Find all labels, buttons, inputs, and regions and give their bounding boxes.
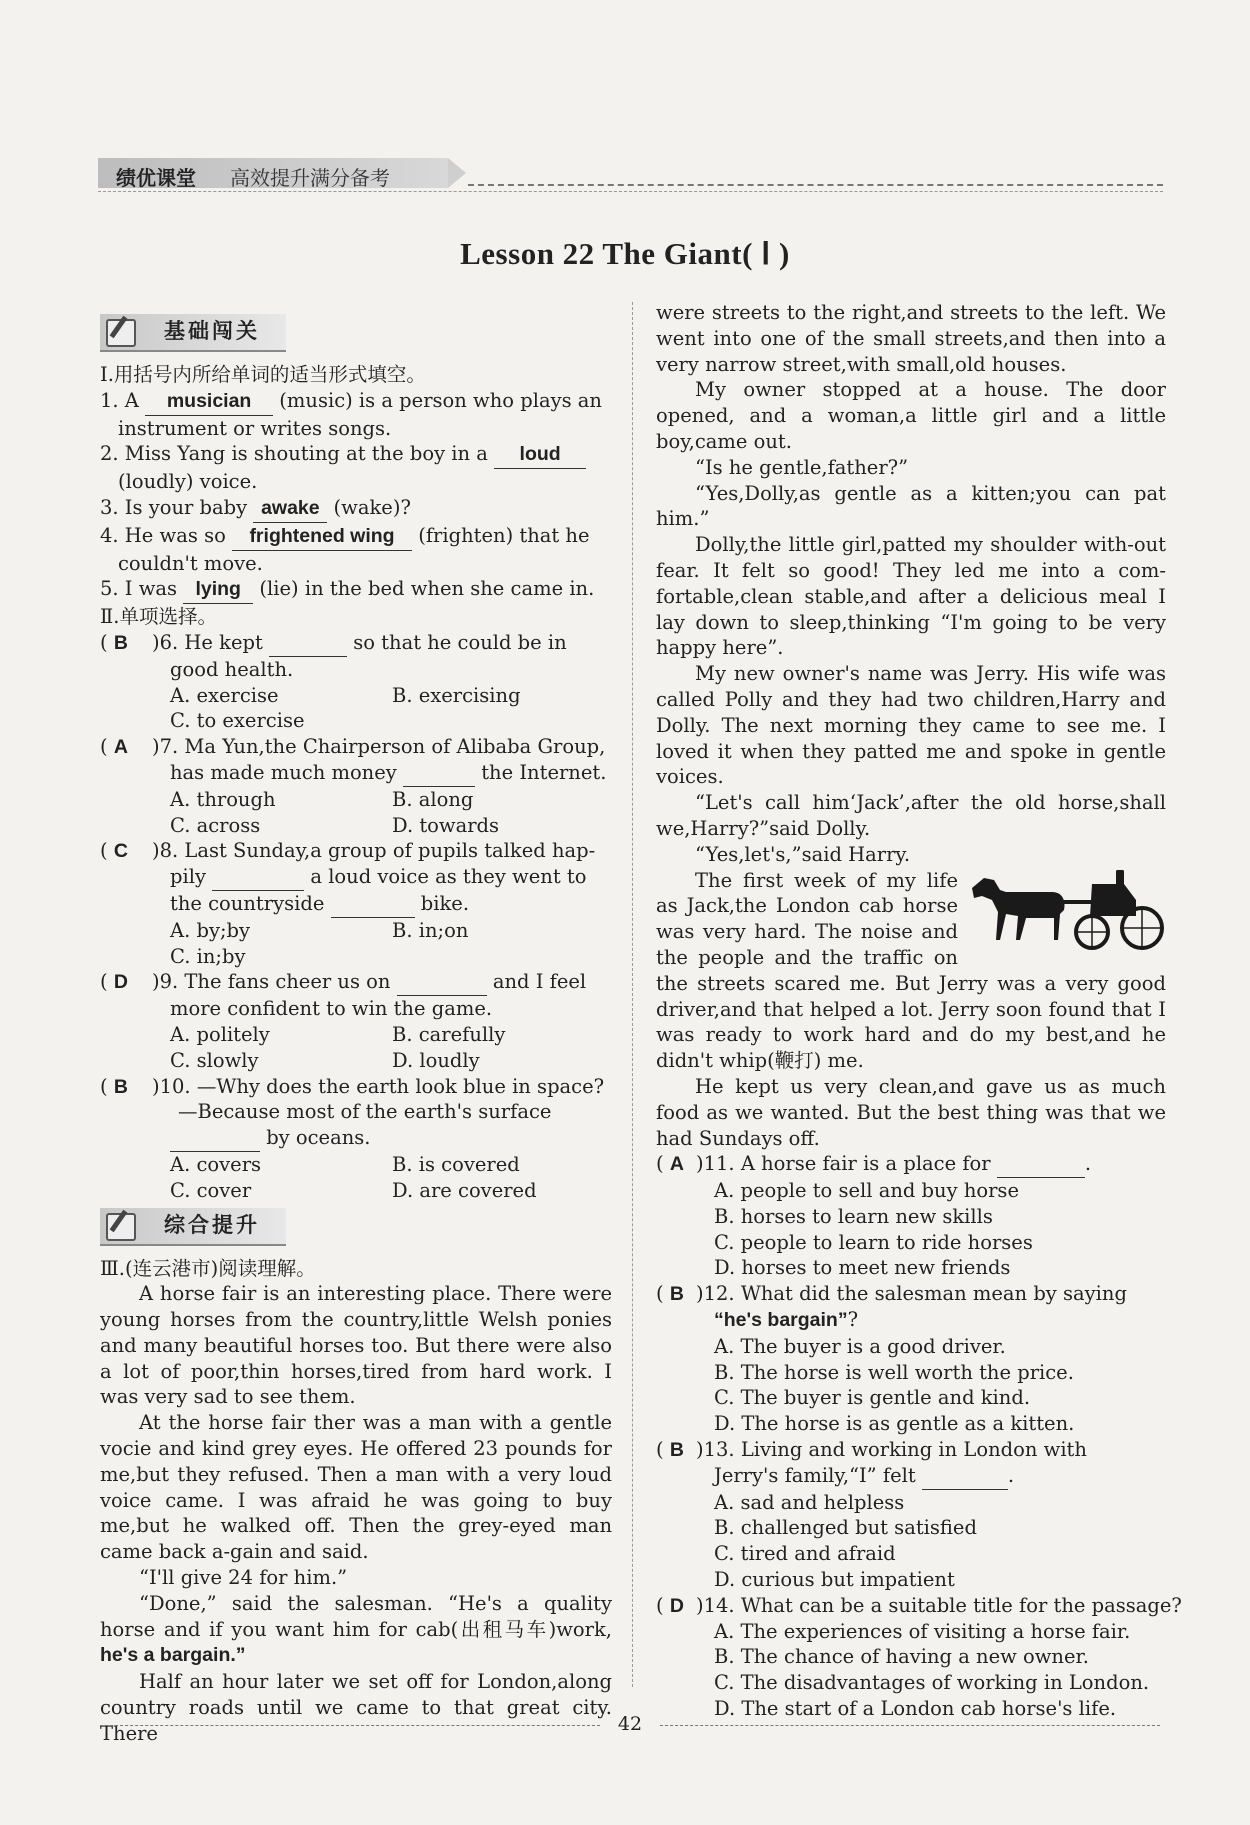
- column-divider: [632, 302, 633, 1687]
- horse-carriage-illustration: [966, 870, 1166, 956]
- section-banner-advanced: [100, 1208, 612, 1248]
- answer-paren: ( B: [100, 630, 128, 654]
- page-number: 42: [617, 1713, 643, 1735]
- option-c: C. across: [170, 813, 261, 837]
- answer-paren: ( B: [100, 1074, 128, 1098]
- passage-paragraph: Half an hour later we set off for London,along country roads until we came to that great city. There: [100, 1670, 612, 1745]
- q14-body: [696, 1593, 1182, 1722]
- section-title: 基础闯关: [164, 319, 260, 343]
- option-a: A. by;by: [170, 918, 251, 942]
- question-8: [100, 838, 612, 969]
- q10-options-ab: [152, 1152, 612, 1178]
- q7-stem: )7. Ma Yun,the Chairperson of Alibaba Group,: [152, 735, 606, 759]
- answer-blank: [922, 1463, 1008, 1490]
- answer-letter: A: [669, 1153, 684, 1176]
- q10-body: [152, 1074, 612, 1204]
- option-b: B. carefully: [392, 1022, 506, 1046]
- option-a: A. The experiences of visiting a horse fair.: [714, 1619, 1131, 1643]
- passage-paragraph: “Yes,Dolly,as gentle as a kitten;you can pat him.”: [656, 481, 1166, 531]
- q8-stem-b: a loud voice as they went to: [304, 865, 587, 889]
- option-d: D. The horse is as gentle as a kitten.: [714, 1412, 1075, 1436]
- q7-stem-cont: [152, 760, 612, 787]
- option-c: C. slowly: [170, 1048, 259, 1072]
- q9-stem-cont: more confident to win the game.: [170, 997, 493, 1021]
- q10-stem-c: by oceans.: [260, 1126, 371, 1150]
- q12-stem: )12. What did the salesman mean by saying: [696, 1282, 1127, 1306]
- option-d: D. The start of a London cab horse's life.: [714, 1697, 1117, 1721]
- q9-stem: [152, 969, 612, 996]
- question-3: [100, 495, 612, 523]
- footer-rule-left: [100, 1725, 600, 1726]
- passage-bold-text: he's a bargain.”: [100, 1644, 246, 1667]
- option-b: B. along: [392, 787, 474, 811]
- q2-text: 2. Miss Yang is shouting at the boy in a: [100, 442, 495, 466]
- option-d: D. horses to meet new friends: [714, 1256, 1011, 1280]
- q1-text-post: (music) is a person who plays an: [273, 388, 602, 412]
- q10-stem-cont: —Because most of the earth's surface: [178, 1100, 552, 1124]
- q10-stem: )10. —Why does the earth look blue in space?: [152, 1074, 605, 1098]
- part3-heading: Ⅲ.(连云港市)阅读理解。: [100, 1256, 316, 1280]
- q7-stem-a: has made much money: [170, 760, 404, 784]
- q13-stem-text: Jerry's family,“I” felt: [714, 1463, 922, 1487]
- answer-blank: [170, 1125, 260, 1152]
- q11-stem: )11. A horse fair is a place for .: [696, 1151, 1166, 1178]
- passage-paragraph: My owner stopped at a house. The door opened, and a woman,a little girl and a little boy,came out.: [656, 378, 1166, 453]
- q9-stem-a: )9. The fans cheer us on: [152, 970, 397, 994]
- option-c: C. The buyer is gentle and kind.: [714, 1386, 1031, 1410]
- question-10: [100, 1074, 612, 1204]
- option-a: A. The buyer is a good driver.: [714, 1334, 1006, 1358]
- answer-letter: D: [113, 971, 128, 994]
- passage-paragraph: He kept us very clean,and gave us as much food as we wanted. But the best thing was that we had Sundays off.: [656, 1074, 1166, 1150]
- option-a: A. sad and helpless: [714, 1490, 905, 1514]
- question-5: [100, 576, 612, 604]
- answer-paren: ( D: [100, 970, 128, 994]
- option-d: D. curious but impatient: [714, 1568, 955, 1592]
- question-7: [100, 734, 612, 838]
- q6-stem-a: )6. He kept: [152, 630, 270, 654]
- part2-heading: Ⅱ.单项选择。: [100, 605, 217, 629]
- option-a: A. people to sell and buy horse: [714, 1179, 1019, 1203]
- answer-letter: B: [669, 1283, 684, 1306]
- option-a: A. exercise: [170, 683, 279, 707]
- q11-stem-text: )11. A horse fair is a place for: [696, 1152, 997, 1176]
- answer-blank: [403, 760, 475, 787]
- passage-paragraph: At the horse fair ther was a man with a gentle vocie and kind grey eyes. He offered 23 pounds for me,but they refused. Then a man with a very loud voice came. I was afraid he was going to buy me,but he walked off. Then the grey-eyed man came back a-gain and said.: [100, 1411, 612, 1564]
- option-b: B. The horse is well worth the price.: [714, 1360, 1074, 1384]
- q7-options-cd: [152, 813, 612, 839]
- q9-options-ab: [152, 1022, 612, 1048]
- answer-blank: lying: [183, 577, 253, 604]
- q8-stem-a: pily: [170, 865, 213, 889]
- option-d: D. towards: [392, 813, 500, 837]
- option-c: C. people to learn to ride horses: [714, 1230, 1033, 1254]
- answer-letter: C: [113, 840, 128, 863]
- q1-continued: instrument or writes songs.: [118, 416, 392, 440]
- q4-continued: couldn't move.: [118, 551, 263, 575]
- q8-stem: )8. Last Sunday,a group of pupils talked hap-: [152, 839, 596, 863]
- answer-blank: loud: [494, 442, 586, 469]
- option-d: D. loudly: [392, 1048, 480, 1072]
- passage-paragraph: “Yes,let's,”said Harry.: [695, 842, 911, 866]
- question-14: [656, 1593, 1182, 1722]
- question-11: [656, 1151, 1166, 1281]
- q11-body: [696, 1151, 1166, 1281]
- answer-letter: B: [113, 631, 128, 654]
- left-column: [100, 310, 612, 1747]
- header-rule-lower: [98, 191, 1163, 192]
- answer-letter: A: [113, 736, 128, 759]
- q6-options: [152, 683, 612, 709]
- q12-question-mark: ?: [847, 1308, 859, 1332]
- option-b: B. horses to learn new skills: [714, 1204, 993, 1228]
- q10-stem-cont2: [152, 1125, 612, 1152]
- passage-paragraph: “Is he gentle,father?”: [695, 455, 909, 479]
- answer-paren: ( C: [100, 839, 128, 863]
- question-12: [656, 1281, 1166, 1437]
- passage-text: “Done,” said the salesman. “He's a quality horse and if you want him for cab(出租马车)work,: [100, 1591, 612, 1641]
- option-b: B. The chance of having a new owner.: [714, 1645, 1089, 1669]
- answer-letter: B: [669, 1439, 684, 1462]
- passage-paragraph: Dolly,the little girl,patted my shoulder with-out fear. It felt so good! They led me into a com-fortable,clean stable,and after a delicious meal I lay down to sleep,thinking “I'm going to be very happy here”.: [656, 533, 1166, 660]
- q1-text: 1. A: [100, 388, 146, 412]
- option-c: C. cover: [170, 1178, 252, 1202]
- option-c: C. in;by: [170, 944, 246, 968]
- answer-paren: ( A: [656, 1152, 684, 1176]
- page-footer: [100, 1715, 1160, 1735]
- option-d: D. are covered: [392, 1178, 537, 1202]
- q7-body: [152, 734, 612, 838]
- lesson-title: Lesson 22 The Giant( Ⅰ ): [460, 236, 790, 271]
- q8-stem-cont2: [152, 891, 612, 918]
- option-c: C. The disadvantages of working in London.: [714, 1671, 1150, 1695]
- q8-stem-c: the countryside: [170, 891, 331, 915]
- q12-stem-cont: [696, 1307, 1166, 1334]
- question-4: [100, 523, 612, 551]
- passage-paragraph: My new owner's name was Jerry. His wife was called Polly and they had two children,Harry and Dolly. The next morning they came to see me. I loved it when they patted me and spoke in gentle voices.: [656, 662, 1166, 789]
- option-b: B. in;on: [392, 918, 469, 942]
- q3-text: 3. Is your baby: [100, 495, 254, 519]
- question-6: [100, 630, 612, 734]
- q8-body: [152, 838, 612, 969]
- answer-letter: B: [113, 1075, 128, 1098]
- question-9: [100, 969, 612, 1073]
- answer-blank: awake: [253, 496, 327, 523]
- answer-blank: [331, 891, 415, 918]
- q10-options-cd: [152, 1178, 612, 1204]
- q4-text: 4. He was so: [100, 523, 233, 547]
- passage-paragraph: [656, 868, 1166, 1074]
- option-b: B. is covered: [392, 1152, 520, 1176]
- option-b: B. exercising: [392, 683, 521, 707]
- answer-paren: ( A: [100, 735, 128, 759]
- q7-stem-b: the Internet.: [475, 760, 607, 784]
- option-c: C. to exercise: [170, 709, 305, 733]
- passage-paragraph: “Let's call him‘Jack’,after the old horse,shall we,Harry?”said Dolly.: [656, 791, 1166, 840]
- answer-paren: ( B: [656, 1282, 684, 1306]
- question-13: [656, 1437, 1166, 1593]
- q2-continued: (loudly) voice.: [118, 470, 258, 494]
- passage-paragraph: were streets to the right,and streets to the left. We went into one of the small streets,and then into a very narrow street,with small,old houses.: [656, 301, 1166, 376]
- q5-text-post: (lie) in the bed when she came in.: [253, 577, 595, 601]
- answer-letter: D: [669, 1594, 684, 1617]
- q14-stem: )14. What can be a suitable title for the passage?: [696, 1593, 1182, 1617]
- q6-stem-cont: good health.: [170, 657, 294, 681]
- header-brand: 绩优课堂: [116, 166, 196, 190]
- q6-stem: [152, 630, 612, 657]
- q5-text: 5. I was: [100, 577, 184, 601]
- q9-options-cd: [152, 1048, 612, 1074]
- question-1: [100, 388, 612, 416]
- q8-stem-cont: [152, 864, 612, 891]
- answer-blank: [269, 630, 347, 657]
- q12-body: [696, 1281, 1166, 1437]
- page-header: [98, 158, 1163, 192]
- q3-text-post: (wake)?: [327, 495, 411, 519]
- answer-blank: [997, 1151, 1085, 1178]
- pencil-notebook-icon: [106, 1213, 136, 1241]
- footer-rule-right: [660, 1725, 1160, 1726]
- q8-options-ab: [152, 918, 612, 944]
- answer-paren: ( B: [656, 1438, 684, 1462]
- q8-stem-d: bike.: [414, 891, 470, 915]
- answer-blank: [212, 864, 304, 891]
- header-slogan: 高效提升满分备考: [230, 166, 390, 190]
- answer-blank: frightened wing: [232, 524, 412, 551]
- answer-blank: [397, 969, 487, 996]
- header-arrow-icon: [448, 158, 466, 188]
- option-a: A. through: [170, 787, 276, 811]
- q9-stem-b: and I feel: [486, 970, 587, 994]
- option-a: A. covers: [170, 1152, 262, 1176]
- part1-heading: Ⅰ.用括号内所给单词的适当形式填空。: [100, 363, 426, 386]
- passage-paragraph: [100, 1591, 612, 1669]
- q9-body: [152, 969, 612, 1073]
- q6-stem-b: so that he could be in: [347, 630, 567, 654]
- q12-quoted: “he's bargain”: [714, 1309, 848, 1332]
- header-rule: [468, 184, 1163, 186]
- right-column: [656, 300, 1182, 1722]
- passage-paragraph: A horse fair is an interesting place. There were young horses from the country,little Welsh ponies and many beautiful horses too. But there were also a lot of poor,thin horses,tired from hard work. I was very sad to see them.: [100, 1282, 612, 1409]
- section-banner-basic: [100, 314, 612, 354]
- option-a: A. politely: [170, 1022, 270, 1046]
- option-b: B. challenged but satisfied: [714, 1516, 977, 1540]
- answer-blank: musician: [145, 389, 273, 416]
- passage-text: The first week of my life as Jack,the London cab horse was very hard. The noise and the people and the traffic on the streets scared me. But Jerry was a very good driver,and that helped a lot. Jerry soon found that I was ready to work hard and do my best,and he didn't whip(鞭打) me.: [656, 868, 1166, 1073]
- q7-options-ab: [152, 787, 612, 813]
- q13-body: [696, 1437, 1166, 1593]
- q6-body: [152, 630, 612, 734]
- section-title: 综合提升: [164, 1212, 260, 1237]
- q13-stem: )13. Living and working in London with: [696, 1438, 1087, 1462]
- passage-paragraph: “I'll give 24 for him.”: [139, 1566, 348, 1590]
- q4-text-post: (frighten) that he: [412, 523, 590, 547]
- pencil-notebook-icon: [106, 319, 136, 347]
- answer-paren: ( D: [656, 1593, 684, 1617]
- q13-stem-cont: Jerry's family,“I” felt .: [696, 1463, 1166, 1490]
- question-2: [100, 441, 612, 469]
- option-c: C. tired and afraid: [714, 1542, 896, 1566]
